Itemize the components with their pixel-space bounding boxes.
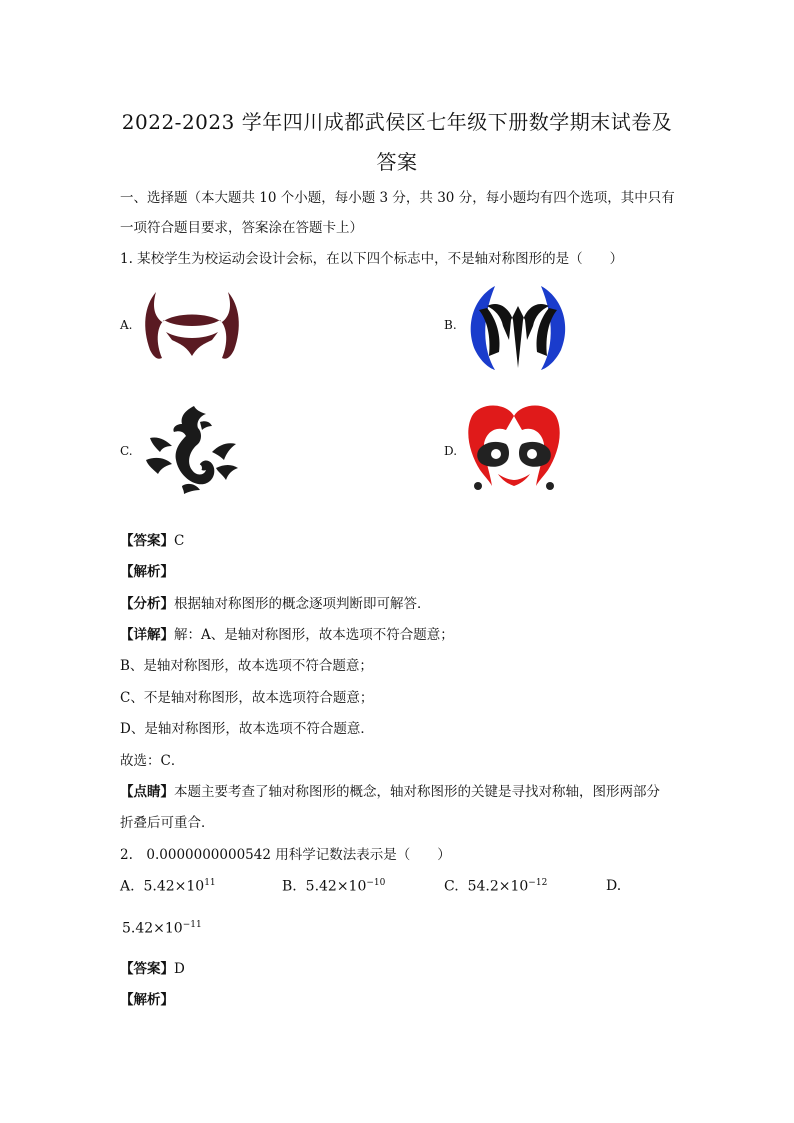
q1-dianjing — [120, 780, 660, 800]
q2-answer — [120, 957, 185, 977]
q1-answer — [120, 529, 184, 549]
q1-line-c: C、不是轴对称图形，故本选项符合题意； — [120, 690, 374, 706]
q1-option-b-logo — [465, 280, 571, 372]
q2-analysis-tag: 【解析】 — [120, 992, 174, 1008]
q1-fenxi — [120, 592, 431, 612]
q2-option-b-label: B. — [282, 878, 297, 895]
q2-option-c-base: 54.2×10 — [467, 878, 529, 895]
section-heading-line1: 一、选择题（本大题共 10 个小题，每小题 3 分，共 30 分，每小题均有四个选项，其中只有 — [120, 190, 675, 206]
q1-option-d-label: D. — [444, 444, 458, 458]
q2-option-a-exp: 11 — [204, 878, 216, 888]
q2-option-b — [282, 878, 385, 895]
q1-dianjing-text1: 本题主要考查了轴对称图形的概念，轴对称图形的关键是寻找对称轴，图形两部分 — [174, 784, 660, 800]
q1-option-b-label: B. — [444, 318, 457, 332]
q1-option-c-logo — [146, 402, 238, 494]
document-title-line2: 答案 — [376, 150, 418, 174]
question-2-stem: 2. 0.0000000000542 用科学记数法表示是（ ） — [120, 847, 451, 863]
question-1-stem: 1. 某校学生为校运动会设计会标，在以下四个标志中，不是轴对称图形的是（ ） — [120, 251, 624, 267]
q2-answer-value: D — [174, 961, 185, 977]
q1-option-d-logo — [466, 402, 562, 494]
q1-option-a-logo — [142, 288, 242, 360]
q1-answer-tag: 【答案】 — [120, 533, 174, 549]
q1-xiangjie — [120, 623, 454, 643]
q1-option-a-label: A. — [120, 318, 133, 332]
q1-option-c-label: C. — [120, 444, 133, 458]
q1-line-d: D、是轴对称图形，故本选项不符合题意． — [120, 721, 374, 737]
q1-dianjing-text2: 折叠后可重合． — [120, 815, 215, 831]
q1-choose: 故选：C． — [120, 753, 185, 769]
q2-option-a-base: 5.42×10 — [143, 878, 205, 895]
q2-option-d-base: 5.42×10 — [122, 920, 183, 937]
q2-option-c — [444, 878, 547, 895]
q1-fenxi-tag: 【分析】 — [120, 596, 174, 612]
q1-answer-value: C — [174, 533, 185, 549]
q1-xiangjie-text: 解：A、是轴对称图形，故本选项不符合题意； — [174, 627, 454, 643]
section-heading-line2: 一项符合题目要求，答案涂在答题卡上） — [120, 220, 363, 236]
q1-line-b: B、是轴对称图形，故本选项不符合题意； — [120, 658, 373, 674]
document-title-line1: 2022-2023 学年四川成都武侯区七年级下册数学期末试卷及 — [121, 110, 673, 134]
q1-xiangjie-tag: 【详解】 — [120, 627, 174, 643]
q2-option-d-exp: −11 — [182, 920, 202, 930]
q2-answer-tag: 【答案】 — [120, 961, 174, 977]
q2-option-b-base: 5.42×10 — [305, 878, 367, 895]
q2-option-a-label: A. — [120, 878, 135, 895]
q2-option-b-exp: −10 — [366, 878, 386, 888]
q2-option-c-exp: −12 — [528, 878, 548, 888]
q2-option-a — [120, 878, 216, 895]
q2-option-c-label: C. — [444, 878, 459, 895]
q1-dianjing-tag: 【点睛】 — [120, 784, 174, 800]
q2-option-d — [122, 920, 202, 937]
q2-option-d-label: D. — [606, 878, 622, 894]
q1-analysis-tag: 【解析】 — [120, 564, 174, 580]
q1-fenxi-text: 根据轴对称图形的概念逐项判断即可解答． — [174, 596, 431, 612]
